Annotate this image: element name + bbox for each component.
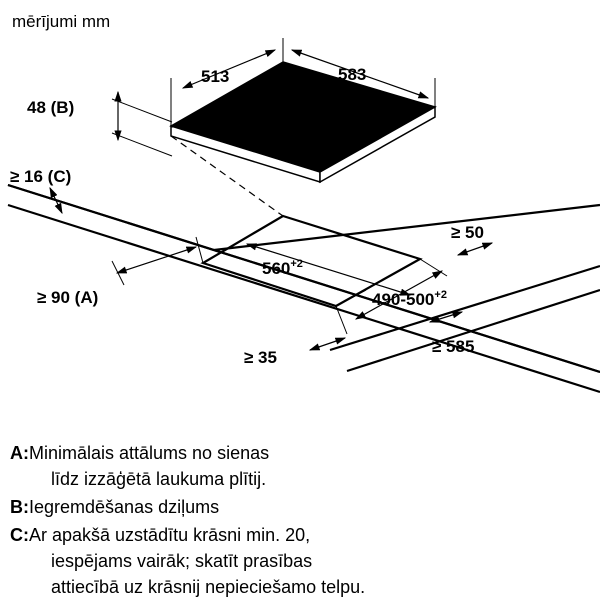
- dim-rear-distance: [451, 223, 492, 255]
- dim-height-b-label: 48 (B): [27, 98, 75, 117]
- legend-item-a: [10, 440, 595, 492]
- dim-width-top-label: 583: [338, 65, 367, 84]
- legend-text-a-line2: līdz izzāģētā laukuma plītij.: [51, 469, 267, 489]
- dim-front-distance-label: ≥ 35: [244, 348, 277, 367]
- dim-wall-distance: [37, 237, 203, 307]
- svg-text:560+2: [262, 258, 303, 278]
- dim-cutout-width-tol: +2: [290, 258, 303, 270]
- dim-depth-top-label: 513: [201, 67, 230, 86]
- legend-item-c: [10, 522, 595, 600]
- dim-worktop-thickness: [10, 167, 71, 213]
- dim-side-distance-label: ≥ 585: [432, 337, 475, 356]
- legend-text-a: [29, 440, 269, 492]
- legend-text-c: [29, 522, 365, 600]
- dim-cutout-depth-label: 490-500: [372, 290, 435, 309]
- legend-key-b: B:: [10, 497, 29, 517]
- legend-item-b: [10, 494, 595, 520]
- dim-cutout-width-label: 560: [262, 259, 291, 278]
- legend-block: [10, 440, 595, 602]
- legend-key-c: C:: [10, 525, 29, 545]
- legend-text-a-line1: Minimālais attālums no sienas: [29, 443, 270, 463]
- legend-text-c-line2: iespējams vairāk; skatīt prasības: [51, 551, 313, 571]
- legend-text-c-line1: Ar apakšā uzstādītu krāsni min. 20,: [29, 525, 311, 545]
- dim-cutout-depth-tol: +2: [434, 289, 447, 301]
- dim-wall-distance-label: ≥ 90 (A): [37, 288, 99, 307]
- legend-key-a: A:: [10, 443, 29, 463]
- legend-text-c-line3: attiecībā uz krāsnij nepieciešamo telpu.: [51, 577, 366, 597]
- drawing-title: mērījumi mm: [12, 12, 111, 31]
- dim-worktop-thickness-label: ≥ 16 (C): [10, 167, 72, 186]
- dim-cutout-depth: [356, 271, 447, 319]
- svg-text:490-500+2: [372, 289, 447, 309]
- dim-rear-distance-label: ≥ 50: [451, 223, 484, 242]
- dim-height-b: [27, 92, 172, 156]
- dim-side-distance: [430, 312, 474, 356]
- legend-text-b-line1: Iegremdēšanas dziļums: [29, 497, 220, 517]
- dim-front-distance: [244, 306, 347, 367]
- legend-text-b: [29, 494, 219, 520]
